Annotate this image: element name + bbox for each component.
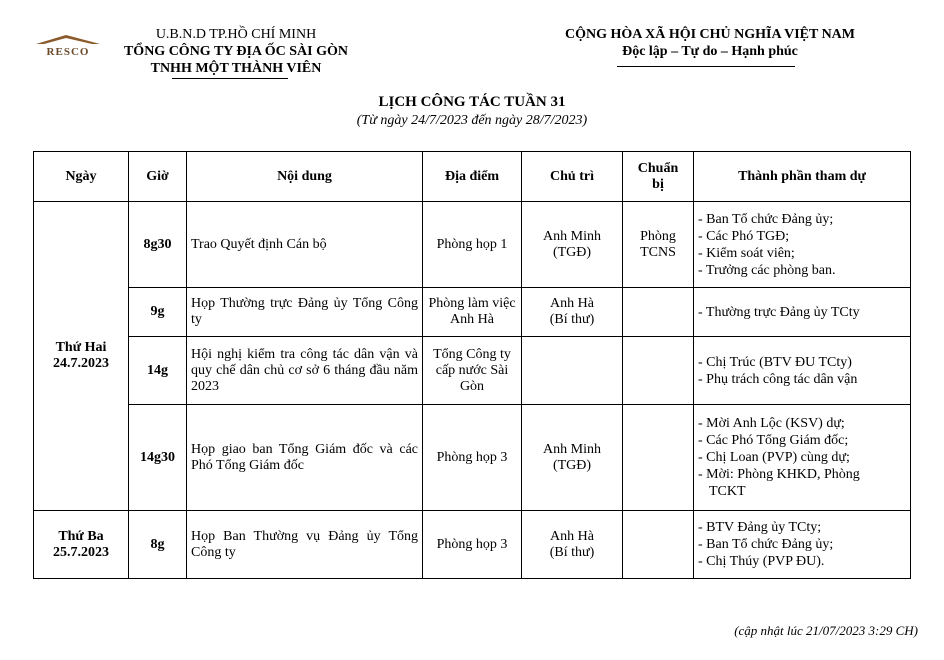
attendee-item: - Phụ trách công tác dân vận	[698, 371, 858, 387]
chair-cell	[522, 337, 623, 405]
time-cell: 8g	[129, 511, 187, 579]
org-line-3: TNHH MỘT THÀNH VIÊN	[150, 61, 322, 76]
location-cell: Phòng làm việc Anh Hà	[423, 288, 522, 337]
table-row	[34, 288, 911, 337]
attendees-cell	[694, 288, 911, 337]
schedule-table	[33, 151, 911, 579]
day-cell-tuesday	[34, 511, 129, 579]
document-title: LỊCH CÔNG TÁC TUẦN 31	[378, 94, 566, 110]
header-day: Ngày	[34, 152, 129, 202]
header-time: Giờ	[129, 152, 187, 202]
chair-title: (TGĐ)	[552, 457, 592, 473]
chair-name: Anh Minh	[543, 441, 601, 457]
attendee-item: - Thường trực Đảng ủy TCty	[698, 304, 860, 320]
chair-cell	[522, 288, 623, 337]
content-cell: Họp giao ban Tổng Giám đốc và các Phó Tổng Giám đốc	[187, 405, 423, 511]
attendees-cell	[694, 405, 911, 511]
prep-cell	[623, 202, 694, 288]
attendee-item: - Kiểm soát viên;	[698, 245, 795, 261]
day-date: 25.7.2023	[53, 544, 109, 560]
prep-cell	[623, 288, 694, 337]
prep-cell	[623, 405, 694, 511]
header-prep-line-2: bị	[652, 176, 664, 192]
nation-line-2: Độc lập – Tự do – Hạnh phúc	[622, 44, 798, 59]
table-row	[34, 405, 911, 511]
attendee-item: TCKT	[709, 484, 746, 499]
chair-name: Anh Hà	[550, 528, 594, 544]
location-cell: Phòng họp 3	[423, 405, 522, 511]
time-cell: 8g30	[129, 202, 187, 288]
chair-title: (Bí thư)	[549, 544, 595, 560]
table-row	[34, 337, 911, 405]
day-date: 24.7.2023	[53, 356, 109, 371]
logo-text: RESCO	[46, 46, 90, 58]
resco-logo	[32, 32, 104, 58]
chair-name: Anh Minh	[543, 228, 601, 244]
chair-title: (Bí thư)	[549, 312, 595, 327]
chair-name: Anh Hà	[550, 296, 594, 311]
location-cell: Phòng họp 1	[423, 202, 522, 288]
location-cell: Tổng Công ty cấp nước Sài Gòn	[423, 337, 522, 405]
day-cell-monday	[34, 202, 129, 511]
chair-cell	[522, 405, 623, 511]
content-cell: Trao Quyết định Cán bộ	[187, 202, 423, 288]
content-cell: Họp Thường trực Đảng ủy Tổng Công ty	[187, 288, 423, 337]
time-cell: 14g	[129, 337, 187, 405]
org-header	[96, 26, 376, 77]
day-name: Thứ Hai	[55, 340, 107, 355]
document-subtitle: (Từ ngày 24/7/2023 đến ngày 28/7/2023)	[356, 113, 588, 128]
content-cell: Họp Ban Thường vụ Đảng ủy Tổng Công ty	[187, 511, 423, 579]
attendees-cell	[694, 337, 911, 405]
chair-cell	[522, 202, 623, 288]
attendee-item: - Ban Tổ chức Đảng ủy;	[698, 211, 834, 227]
prep-line: Phòng	[640, 228, 676, 244]
table-row	[34, 511, 911, 579]
header-location: Địa điểm	[423, 152, 522, 202]
time-cell: 9g	[129, 288, 187, 337]
time-cell: 14g30	[129, 405, 187, 511]
location-cell: Phòng họp 3	[423, 511, 522, 579]
chair-cell	[522, 511, 623, 579]
org-line-2: TỔNG CÔNG TY ĐỊA ỐC SÀI GÒN	[123, 44, 349, 59]
prep-line: TCNS	[640, 244, 676, 260]
attendee-item: - Các Phó TGĐ;	[698, 228, 790, 244]
header-divider-left	[172, 78, 288, 79]
update-timestamp: (cập nhật lúc 21/07/2023 3:29 CH)	[734, 623, 918, 638]
table-header-row	[34, 152, 911, 202]
attendee-item: - Chị Trúc (BTV ĐU TCty)	[698, 354, 852, 370]
day-name: Thứ Ba	[58, 528, 104, 544]
header-prep-line-1: Chuẩn	[637, 160, 679, 176]
header-content: Nội dung	[187, 152, 423, 202]
attendee-item: - BTV Đảng ủy TCty;	[698, 520, 822, 535]
attendee-item: - Chị Thúy (PVP ĐU).	[698, 554, 825, 569]
attendee-item: - Mời Anh Lộc (KSV) dự;	[698, 416, 845, 431]
header-chair: Chủ trì	[522, 152, 623, 202]
prep-cell	[623, 511, 694, 579]
attendee-item: - Các Phó Tổng Giám đốc;	[698, 433, 849, 448]
header-attendees: Thành phần tham dự	[694, 152, 911, 202]
chair-title: (TGĐ)	[552, 244, 592, 260]
prep-cell	[623, 337, 694, 405]
header-divider-right	[617, 66, 795, 67]
org-line-1: U.B.N.D TP.HỒ CHÍ MINH	[155, 27, 317, 42]
attendees-cell	[694, 511, 911, 579]
content-cell: Hội nghị kiểm tra công tác dân vận và quy chế dân chủ cơ sở 6 tháng đầu năm 2023	[187, 337, 423, 405]
attendee-item: - Ban Tổ chức Đảng ủy;	[698, 537, 834, 552]
attendees-cell	[694, 202, 911, 288]
attendee-item: - Chị Loan (PVP) cùng dự;	[698, 450, 850, 465]
attendee-item: - Mời: Phòng KHKD, Phòng	[698, 467, 860, 482]
attendee-item: - Trưởng các phòng ban.	[698, 262, 836, 278]
table-row	[34, 202, 911, 288]
nation-line-1: CỘNG HÒA XÃ HỘI CHỦ NGHĨA VIỆT NAM	[564, 27, 855, 42]
header-preparation	[623, 152, 694, 202]
nation-header	[510, 26, 910, 60]
